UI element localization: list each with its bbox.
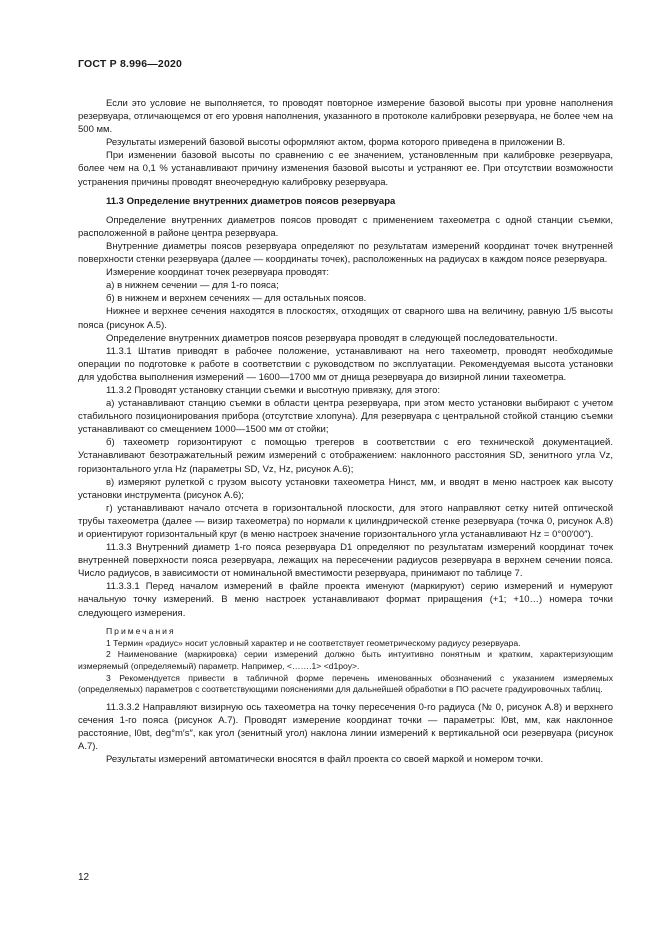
paragraph: Результаты измерений базовой высоты оформляют актом, форма которого приведена в приложении В. bbox=[106, 137, 566, 149]
paragraph: Измерение координат точек резервуара проводят: bbox=[106, 267, 329, 279]
paragraph: Если это условие не выполняется, то проводят повторное измерение базовой высоты при уровне наполнения резервуара, отличающемся от его уровня наполнения, указанного в протоколе калибровки резервуара, не более чем на 500 мм. bbox=[78, 98, 613, 136]
document-header: ГОСТ Р 8.996—2020 bbox=[78, 58, 183, 70]
paragraph: Определение внутренних диаметров поясов проводят с применением тахеометра с одной станции съемки, расположенной в районе центра резервуара. bbox=[78, 214, 613, 239]
paragraph: Внутренние диаметры поясов резервуара определяют по результатам измерений координат точек внутренней поверхности стенки резервуара (далее — координаты точек), расположенных на радиусах в каждом поясе резервуара. bbox=[78, 240, 613, 266]
list-item: а) в нижнем сечении — для 1-го пояса; bbox=[106, 280, 279, 292]
clause-11-3-3-1: 11.3.3.1 Перед началом измерений в файле проекта именуют (маркируют) серию измерений и нумеруют начальную точку измерений. В меню настроек устанавливают формат приращения (+1; +10…) номера точки следующего измерения. bbox=[78, 581, 613, 619]
list-item: г) устанавливают начало отсчета в горизонтальной плоскости, для этого направляют сетку нитей оптической трубы тахеометра (далее — визир тахеометра) по нормали к цилиндрической стенке резервуара (точка 0, рисунок А.8) и ориентируют горизонтальный круг (в меню настроек значение горизонтального угла устанавливают Hz = 0°00′00″). bbox=[78, 502, 613, 540]
page-number: 12 bbox=[78, 872, 90, 883]
list-item: а) устанавливают станцию съемки в области центра резервуара, при этом место установки выбирают с учетом стабильного позиционирования прибора (отсутствие хлопуна). Для резервуара с центральной стойкой станцию съемки устанавливают со смещением 1000—1500 мм от стойки; bbox=[78, 398, 613, 436]
note-item: 3 Рекомендуется привести в табличной форме перечень именованных обозначений с указанием измеряемых (определяемых) параметров с соответствующими пояснениями для дальнейшей обработки в ПО расчете градуировочных таблиц. bbox=[78, 672, 613, 695]
section-heading: 11.3 Определение внутренних диаметров поясов резервуара bbox=[106, 195, 396, 207]
list-item: б) тахеометр горизонтируют с помощью трегеров в соответствии с его технической документацией. Устанавливают безотражательный режим измерений с отображением: наклонного расстояния SD, зенитного угла Vz, горизонтального угла Hz (параметры SD, Vz, Hz, рисунок А.6); bbox=[78, 437, 613, 475]
note-item: 2 Наименование (маркировка) серии измерений должно быть интуитивно понятным и кратким, характеризующим измеряемый (определяемый) параметр. Например, <…….1> <d1роу>. bbox=[78, 649, 613, 671]
note-item: 1 Термин «радиус» носит условный характер и не соответствует геометрическому радиусу резервуара. bbox=[106, 637, 521, 648]
list-item: в) измеряют рулеткой с грузом высоту установки тахеометра Hинст, мм, и вводят в меню настроек как высоту установки инструмента (рисунок А.6); bbox=[78, 476, 613, 501]
clause-11-3-2: 11.3.2 Проводят установку станции съемки и высотную привязку, для этого: bbox=[106, 384, 441, 396]
paragraph: Определение внутренних диаметров поясов резервуара проводят в следующей последовательности. bbox=[106, 332, 558, 344]
clause-11-3-3-2: 11.3.3.2 Направляют визирную ось тахеометра на точку пересечения 0-го радиуса (№ 0, рисунок А.8) и верхнего сечения 1-го пояса (рисунок А.7). Проводят измерение координат точки — параметры: l0вt, мм, как наклонное расстояние, l0вt, deg°m′s″, как угол (зенитный угол) наклона линии измерений к вертикальной оси резервуара (рисунок А.7). bbox=[78, 701, 613, 752]
page-body bbox=[78, 97, 613, 766]
list-item: б) в нижнем и верхнем сечениях — для остальных поясов. bbox=[106, 293, 367, 305]
clause-11-3-3: 11.3.3 Внутренний диаметр 1-го пояса резервуара D1 определяют по результатам измерений координат точек внутренней поверхности пояса резервуара, лежащих на пересечении радиусов резервуара в верхнем сечении пояса. Число радиусов, в зависимости от номинальной вместимости резервуара, принимают по таблице 7. bbox=[78, 542, 613, 580]
paragraph: При изменении базовой высоты по сравнению с ее значением, установленным при калибровке резервуара, более чем на 0,1 % устанавливают причину изменения базовой высоты и устраняют ее. При отсутствии возможности устранения причины проводят внеочередную калибровку резервуара. bbox=[78, 150, 613, 188]
notes-heading: Примечания bbox=[106, 625, 176, 636]
paragraph: Нижнее и верхнее сечения находятся в плоскостях, отходящих от сварного шва на величину, равную 1/5 высоты пояса (рисунок А.5). bbox=[78, 306, 613, 331]
clause-11-3-1: 11.3.1 Штатив приводят в рабочее положение, устанавливают на него тахеометр, проводят необходимые операции по подготовке к работе в соответствии с руководством по эксплуатации. Рекомендуемая высота установки для удобства выполнения измерений — 1600—1700 мм от днища резервуара до визирной линии тахеометра. bbox=[78, 345, 613, 383]
paragraph: Результаты измерений автоматически вносятся в файл проекта со своей маркой и номером точки. bbox=[106, 754, 544, 766]
